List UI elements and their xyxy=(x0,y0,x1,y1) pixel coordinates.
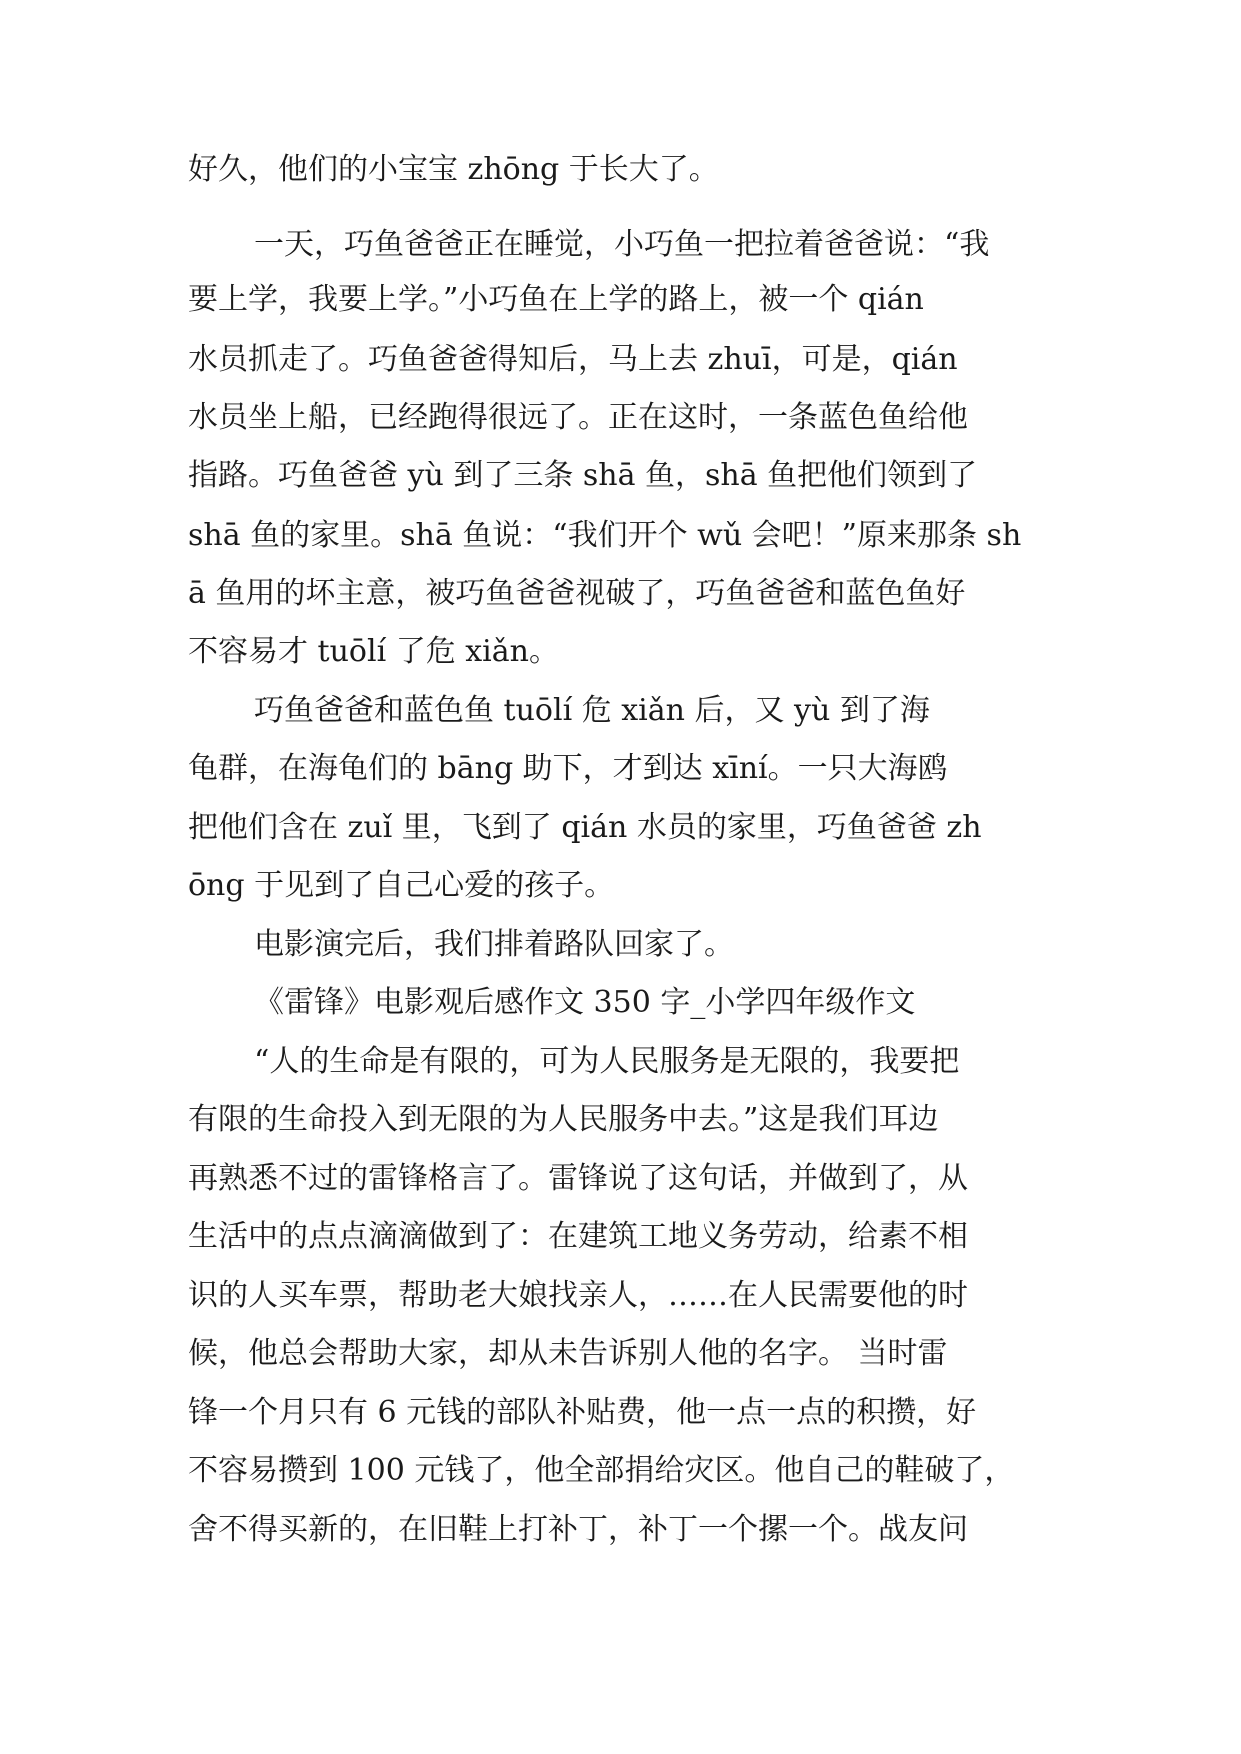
text-line: 《雷锋》电影观后感作文 350 字_小学四年级作文 xyxy=(254,985,916,1020)
text-line: 生活中的点点滴滴做到了：在建筑工地义务劳动，给素不相 xyxy=(188,1219,968,1254)
text-line: 舍不得买新的，在旧鞋上打补丁，补丁一个摞一个。战友问 xyxy=(188,1512,968,1547)
text-line: shā 鱼的家里。shā 鱼说：“我们开个 wǔ 会吧！”原来那条 sh xyxy=(188,518,1022,553)
text-line: 不容易攒到 100 元钱了，他全部捐给灾区。他自己的鞋破了， xyxy=(188,1453,1015,1488)
text-line: 候，他总会帮助大家，却从未告诉别人他的名字。 当时雷 xyxy=(188,1336,948,1371)
text-line: 一天，巧鱼爸爸正在睡觉，小巧鱼一把拉着爸爸说：“我 xyxy=(254,227,990,262)
text-line: 龟群，在海龟们的 bāng 助下，才到达 xīní。一只大海鸥 xyxy=(188,751,948,786)
text-line: ā 鱼用的坏主意，被巧鱼爸爸视破了，巧鱼爸爸和蓝色鱼好 xyxy=(188,576,966,611)
text-line: 识的人买车票，帮助老大娘找亲人，……在人民需要他的时 xyxy=(188,1278,968,1313)
text-line: “人的生命是有限的，可为人民服务是无限的，我要把 xyxy=(254,1044,960,1079)
text-line: 锋一个月只有 6 元钱的部队补贴费，他一点一点的积攒，好 xyxy=(188,1395,977,1430)
text-line: 再熟悉不过的雷锋格言了。雷锋说了这句话，并做到了，从 xyxy=(188,1161,968,1196)
text-line: 水员坐上船，已经跑得很远了。正在这时，一条蓝色鱼给他 xyxy=(188,400,968,435)
text-line: 要上学，我要上学。”小巧鱼在上学的路上，被一个 qián xyxy=(188,282,924,317)
text-line: 好久，他们的小宝宝 zhōng 于长大了。 xyxy=(188,152,719,187)
text-line: 不容易才 tuōlí 了危 xiǎn。 xyxy=(188,634,559,669)
text-line: 有限的生命投入到无限的为人民服务中去。”这是我们耳边 xyxy=(188,1102,939,1137)
text-line: 水员抓走了。巧鱼爸爸得知后，马上去 zhuī，可是，qián xyxy=(188,342,958,377)
text-line: 电影演完后，我们排着路队回家了。 xyxy=(254,927,734,962)
text-line: 把他们含在 zuǐ 里，飞到了 qián 水员的家里，巧鱼爸爸 zh xyxy=(188,810,982,845)
text-line: 巧鱼爸爸和蓝色鱼 tuōlí 危 xiǎn 后，又 yù 到了海 xyxy=(254,693,930,728)
text-line: ōng 于见到了自己心爱的孩子。 xyxy=(188,868,615,903)
text-line: 指路。巧鱼爸爸 yù 到了三条 shā 鱼，shā 鱼把他们领到了 xyxy=(188,458,978,493)
